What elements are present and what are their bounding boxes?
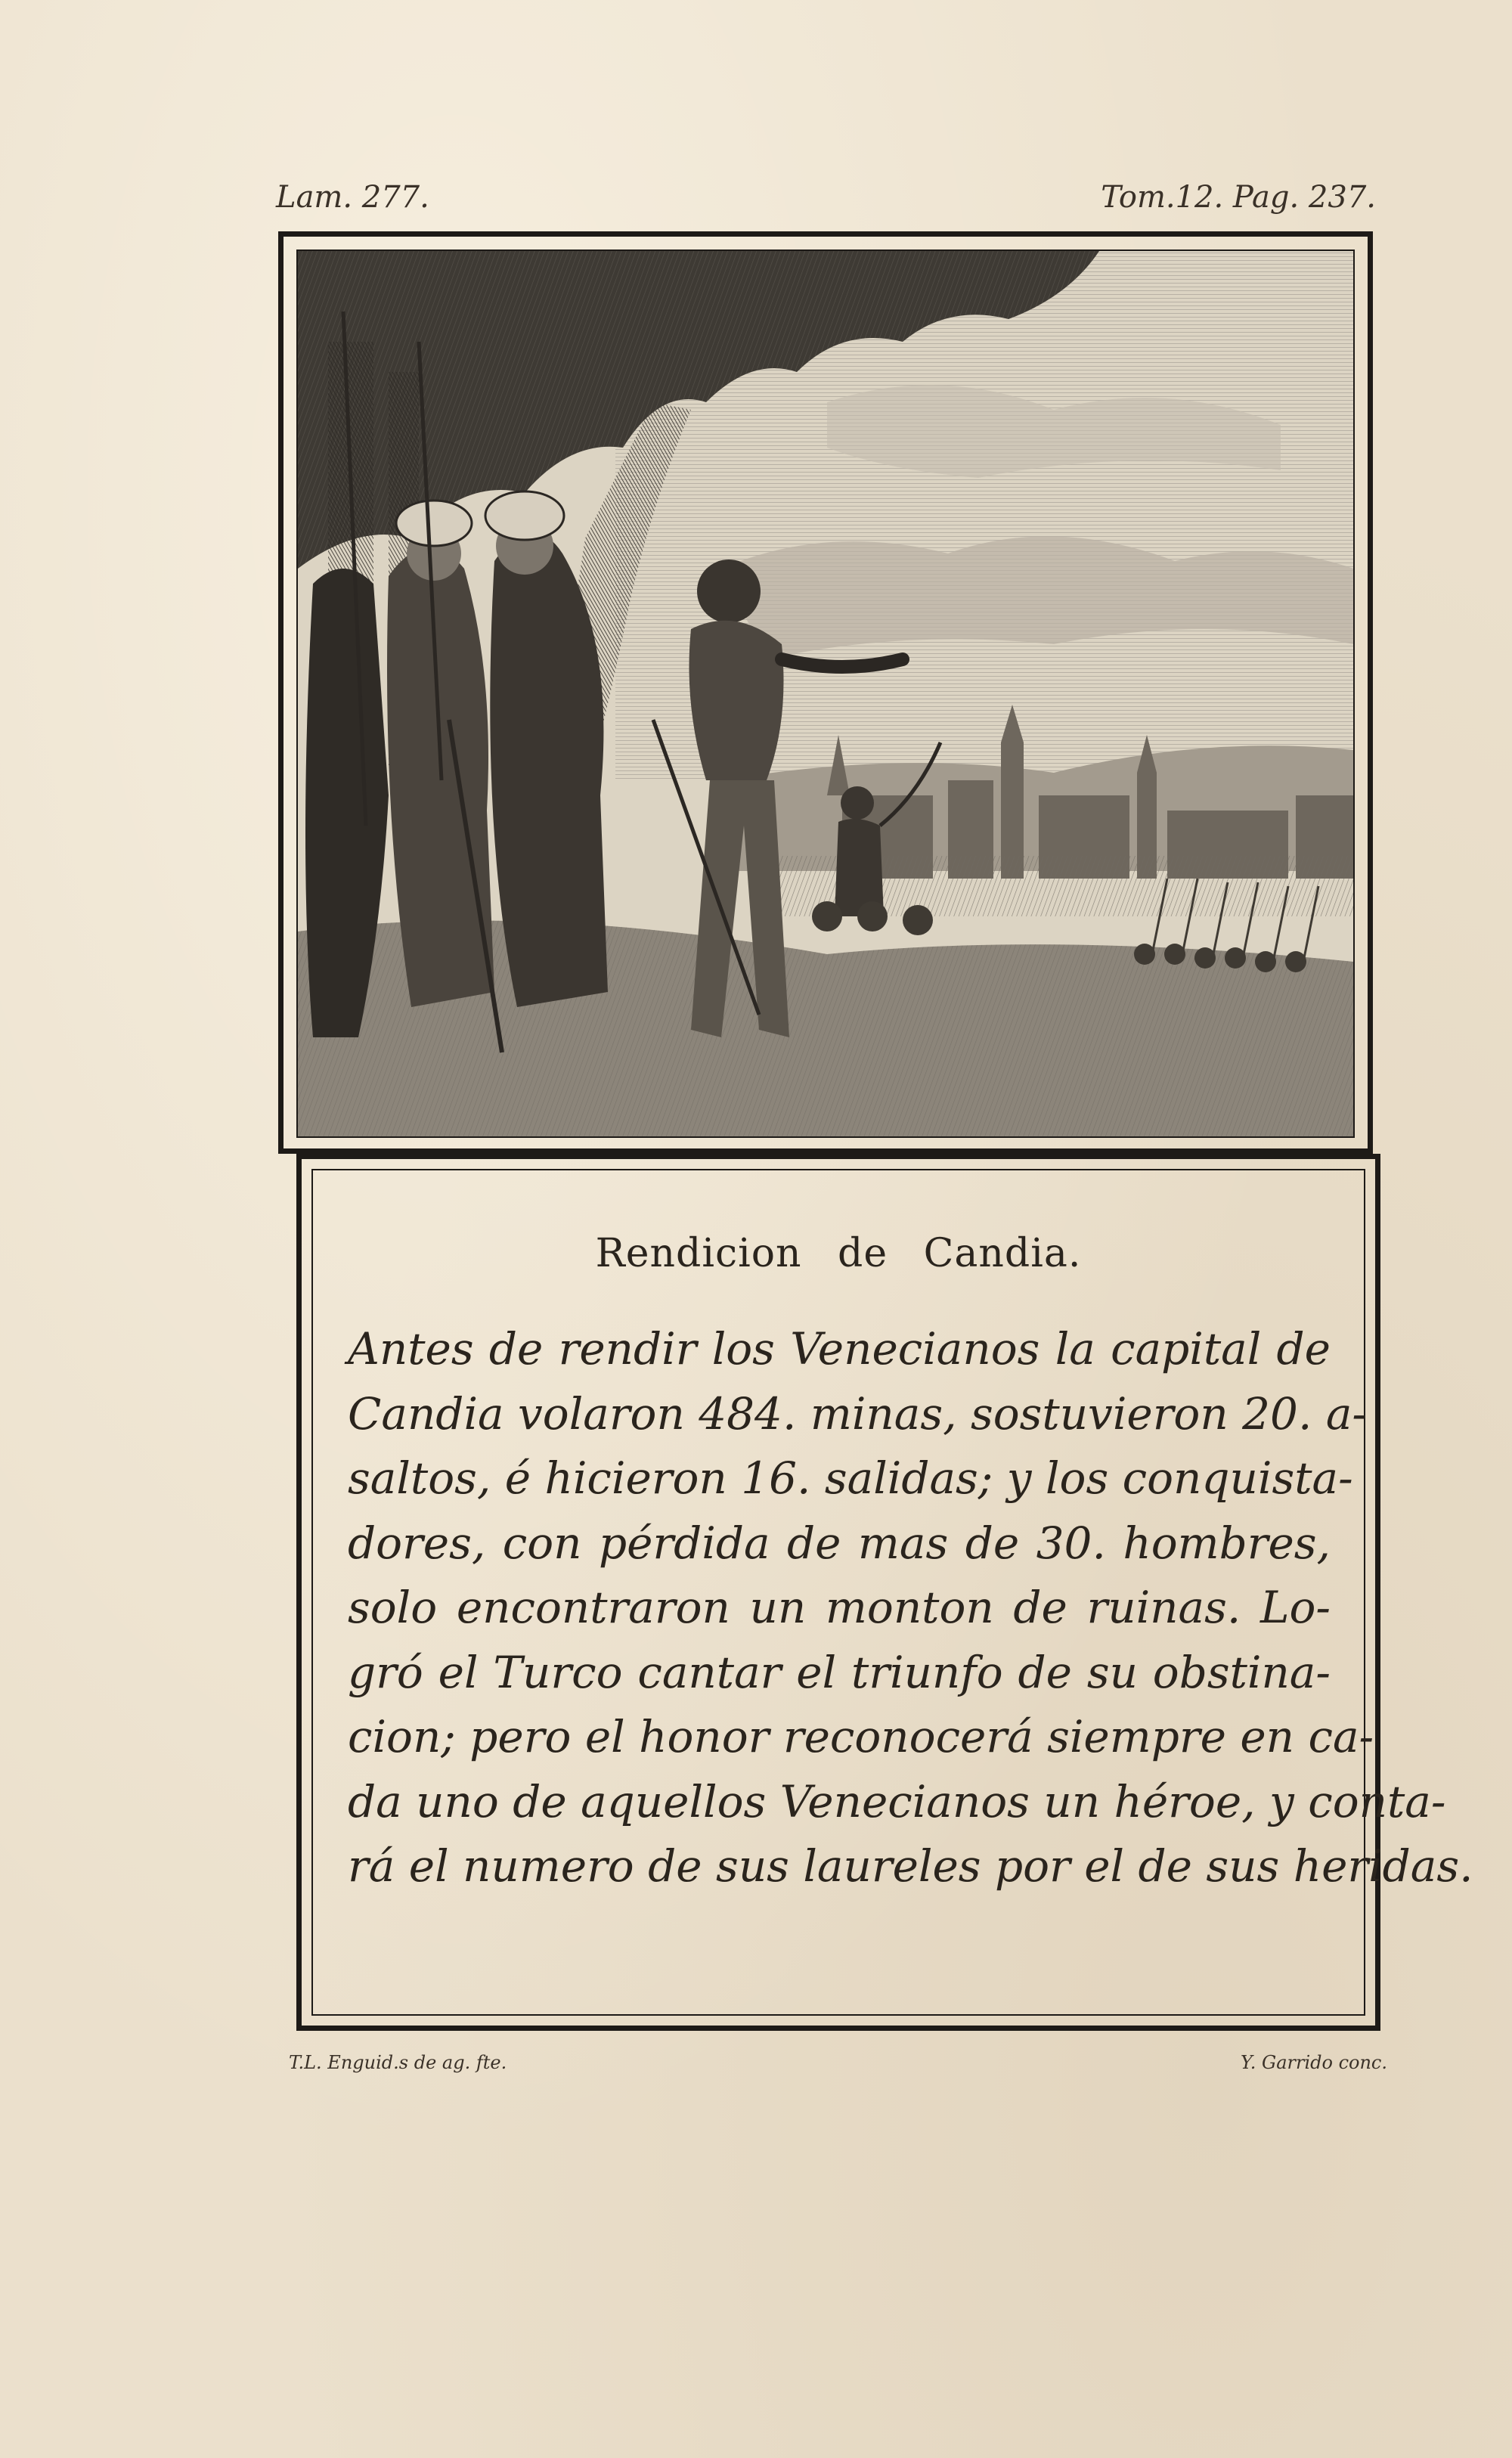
engraving-illustration <box>296 250 1355 1138</box>
draftsman-credit: Y. Garrido conc. <box>1241 2052 1387 2073</box>
caption-line: Candia volaron 484. minas, sostuvieron 20. a- <box>348 1387 1367 1440</box>
caption-line: Antes de rendir los Venecianos la capital de <box>348 1323 1331 1375</box>
volume-page-reference: Tom.12. Pag. 237. <box>1101 180 1376 215</box>
caption-line: da uno de aquellos Venecianos un héroe, y conta- <box>348 1775 1446 1827</box>
caption-line: cion; pero el honor reconocerá siempre en ca- <box>348 1711 1374 1762</box>
caption-line: solo encontraron un monton de ruinas. Lo- <box>348 1582 1331 1633</box>
engraver-credit: T.L. Enguid.s de ag. fte. <box>289 2052 507 2073</box>
caption-body <box>348 1317 1473 1899</box>
caption-line: rá el numero de sus laureles por el de sus heridas. <box>348 1840 1473 1892</box>
caption-title: Rendicion de Candia. <box>595 1231 1082 1276</box>
plate-number: Lam. 277. <box>276 180 429 215</box>
caption-line: dores, con pérdida de mas de 30. hombres, <box>348 1517 1331 1569</box>
caption-line: saltos, é hicieron 16. salidas; y los conquista- <box>348 1452 1353 1504</box>
caption-line: gró el Turco cantar el triunfo de su obstina- <box>348 1646 1331 1698</box>
